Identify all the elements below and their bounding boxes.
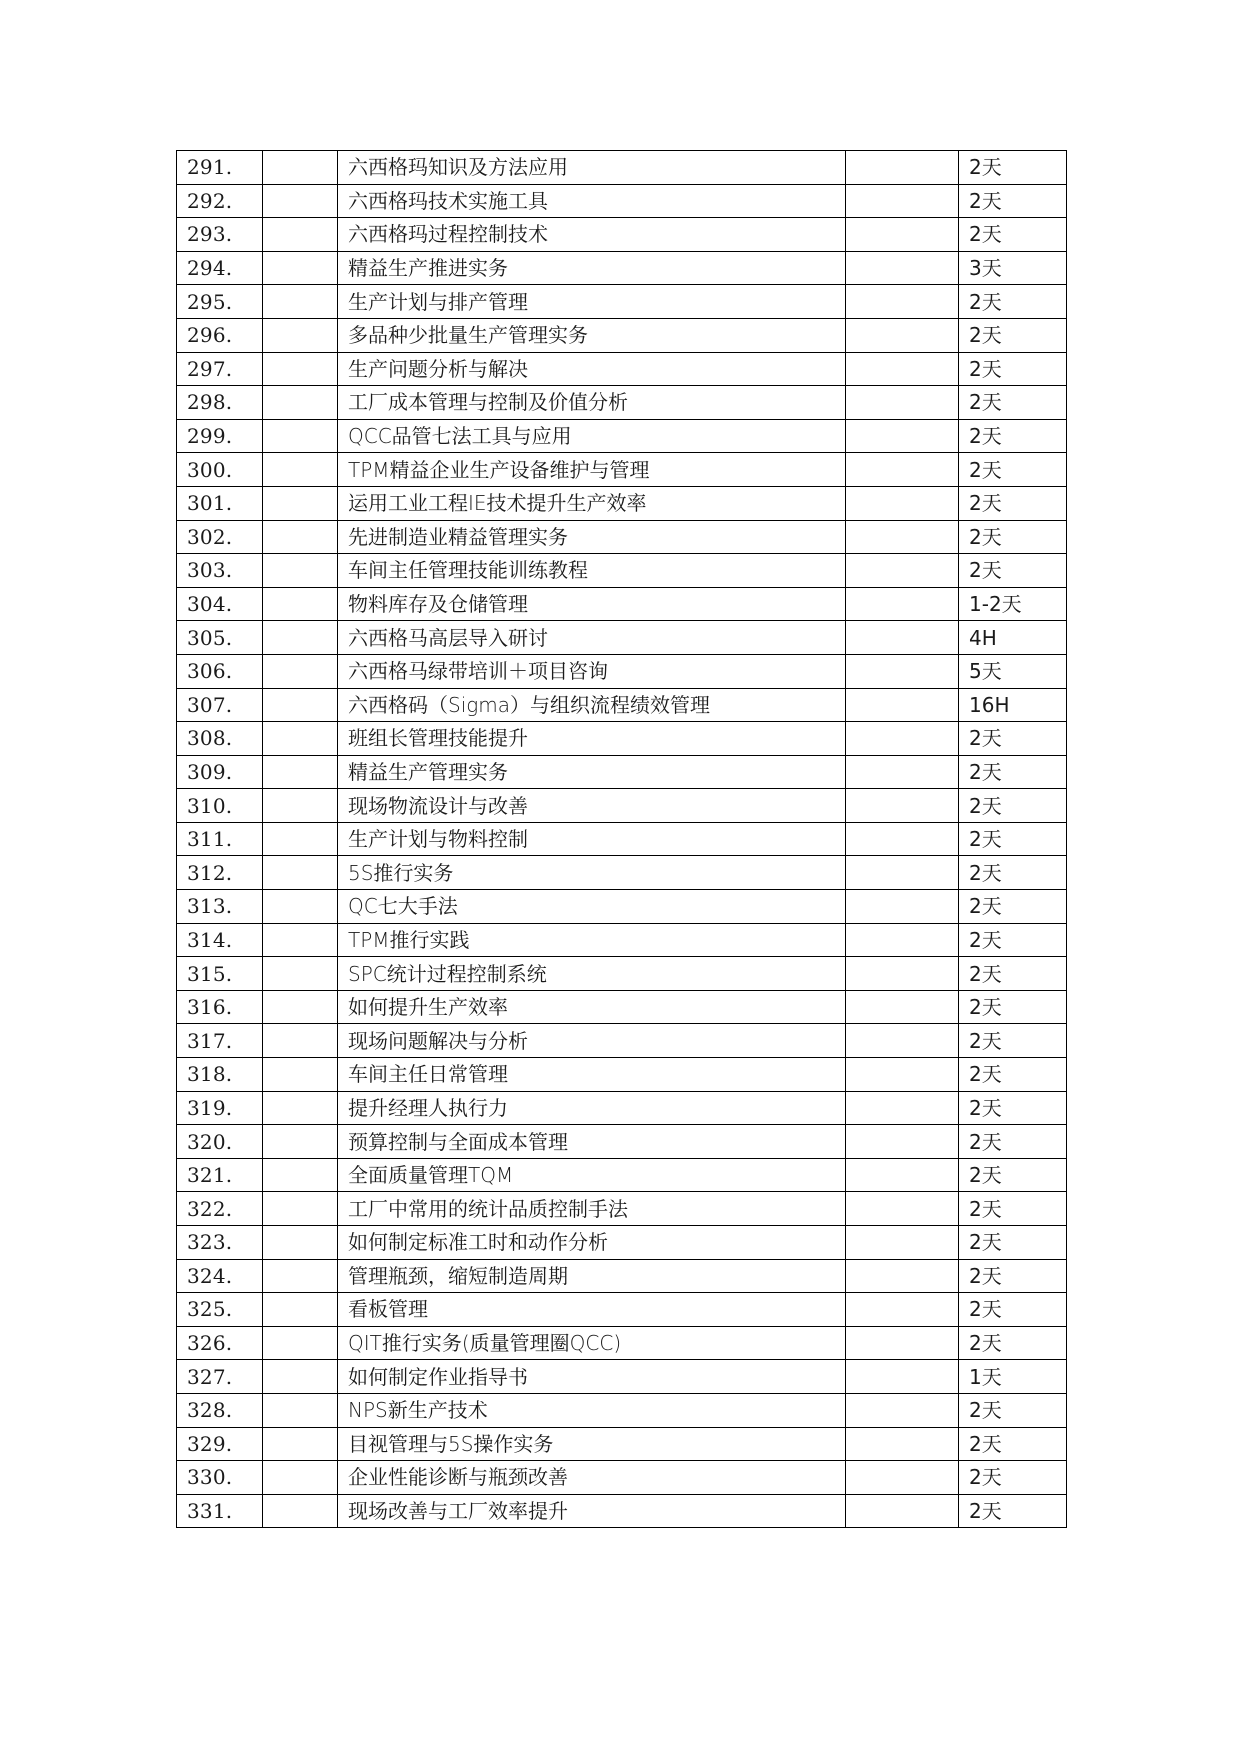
course-table-body [177, 151, 1067, 1528]
course-duration-cell: 2天 [959, 1259, 1067, 1293]
category-cell [263, 1058, 338, 1092]
course-duration-cell: 2天 [959, 722, 1067, 756]
course-title-cell: 精益生产推进实务 [338, 251, 846, 285]
table-row [177, 1461, 1067, 1495]
blank-cell [846, 688, 959, 722]
course-number-cell: 302. [177, 520, 263, 554]
category-cell [263, 386, 338, 420]
course-duration-cell: 2天 [959, 923, 1067, 957]
course-duration-cell: 2天 [959, 1326, 1067, 1360]
course-title-cell: 现场问题解决与分析 [338, 1024, 846, 1058]
course-title-cell: 如何提升生产效率 [338, 990, 846, 1024]
course-number-cell: 303. [177, 554, 263, 588]
category-cell [263, 755, 338, 789]
course-number-cell: 304. [177, 587, 263, 621]
course-title-cell: 看板管理 [338, 1293, 846, 1327]
category-cell [263, 1091, 338, 1125]
course-number-cell: 328. [177, 1393, 263, 1427]
course-number-cell: 293. [177, 218, 263, 252]
category-cell [263, 218, 338, 252]
blank-cell [846, 1226, 959, 1260]
table-row [177, 923, 1067, 957]
course-title-cell: 班组长管理技能提升 [338, 722, 846, 756]
course-title-cell: 车间主任日常管理 [338, 1058, 846, 1092]
blank-cell [846, 587, 959, 621]
course-title-cell: 六西格码（Sigma）与组织流程绩效管理 [338, 688, 846, 722]
table-row [177, 1024, 1067, 1058]
course-duration-cell: 2天 [959, 318, 1067, 352]
course-number-cell: 291. [177, 151, 263, 185]
course-number-cell: 292. [177, 184, 263, 218]
table-row [177, 1393, 1067, 1427]
category-cell [263, 856, 338, 890]
course-title-cell: 生产计划与物料控制 [338, 822, 846, 856]
table-row [177, 1293, 1067, 1327]
table-row [177, 1427, 1067, 1461]
course-title-cell: 车间主任管理技能训练教程 [338, 554, 846, 588]
course-duration-cell: 2天 [959, 184, 1067, 218]
course-title-cell: 生产问题分析与解决 [338, 352, 846, 386]
course-duration-cell: 2天 [959, 352, 1067, 386]
course-duration-cell: 2天 [959, 890, 1067, 924]
course-duration-cell: 2天 [959, 1024, 1067, 1058]
table-row [177, 184, 1067, 218]
table-row [177, 453, 1067, 487]
blank-cell [846, 554, 959, 588]
blank-cell [846, 453, 959, 487]
course-duration-cell: 2天 [959, 453, 1067, 487]
course-number-cell: 299. [177, 419, 263, 453]
course-number-cell: 309. [177, 755, 263, 789]
category-cell [263, 1494, 338, 1528]
course-duration-cell: 5天 [959, 654, 1067, 688]
blank-cell [846, 755, 959, 789]
course-number-cell: 307. [177, 688, 263, 722]
category-cell [263, 990, 338, 1024]
course-duration-cell: 2天 [959, 789, 1067, 823]
table-row [177, 1125, 1067, 1159]
course-number-cell: 305. [177, 621, 263, 655]
course-duration-cell: 2天 [959, 1125, 1067, 1159]
course-duration-cell: 2天 [959, 1158, 1067, 1192]
course-title-cell: 现场物流设计与改善 [338, 789, 846, 823]
category-cell [263, 1293, 338, 1327]
course-duration-cell: 2天 [959, 486, 1067, 520]
category-cell [263, 890, 338, 924]
blank-cell [846, 218, 959, 252]
course-duration-cell: 2天 [959, 386, 1067, 420]
category-cell [263, 419, 338, 453]
course-number-cell: 297. [177, 352, 263, 386]
category-cell [263, 184, 338, 218]
blank-cell [846, 352, 959, 386]
course-number-cell: 321. [177, 1158, 263, 1192]
course-number-cell: 306. [177, 654, 263, 688]
course-title-cell: TPM推行实践 [338, 923, 846, 957]
course-duration-cell: 2天 [959, 957, 1067, 991]
table-row [177, 1494, 1067, 1528]
category-cell [263, 1461, 338, 1495]
table-row [177, 218, 1067, 252]
course-duration-cell: 4H [959, 621, 1067, 655]
blank-cell [846, 1158, 959, 1192]
blank-cell [846, 1125, 959, 1159]
table-row [177, 957, 1067, 991]
blank-cell [846, 285, 959, 319]
blank-cell [846, 251, 959, 285]
category-cell [263, 1024, 338, 1058]
course-number-cell: 322. [177, 1192, 263, 1226]
blank-cell [846, 1326, 959, 1360]
course-duration-cell: 2天 [959, 1393, 1067, 1427]
course-number-cell: 319. [177, 1091, 263, 1125]
category-cell [263, 520, 338, 554]
course-number-cell: 312. [177, 856, 263, 890]
blank-cell [846, 654, 959, 688]
course-number-cell: 330. [177, 1461, 263, 1495]
course-title-cell: 如何制定作业指导书 [338, 1360, 846, 1394]
course-number-cell: 313. [177, 890, 263, 924]
course-duration-cell: 2天 [959, 1461, 1067, 1495]
course-title-cell: QC七大手法 [338, 890, 846, 924]
category-cell [263, 1192, 338, 1226]
course-duration-cell: 1天 [959, 1360, 1067, 1394]
table-row [177, 1058, 1067, 1092]
course-title-cell: 预算控制与全面成本管理 [338, 1125, 846, 1159]
course-title-cell: 六西格玛技术实施工具 [338, 184, 846, 218]
course-number-cell: 317. [177, 1024, 263, 1058]
course-title-cell: NPS新生产技术 [338, 1393, 846, 1427]
table-row [177, 1158, 1067, 1192]
course-duration-cell: 2天 [959, 1427, 1067, 1461]
course-number-cell: 318. [177, 1058, 263, 1092]
category-cell [263, 923, 338, 957]
course-number-cell: 296. [177, 318, 263, 352]
blank-cell [846, 184, 959, 218]
course-title-cell: 5S推行实务 [338, 856, 846, 890]
course-title-cell: 精益生产管理实务 [338, 755, 846, 789]
course-duration-cell: 2天 [959, 1494, 1067, 1528]
blank-cell [846, 1024, 959, 1058]
course-duration-cell: 2天 [959, 1192, 1067, 1226]
course-duration-cell: 2天 [959, 822, 1067, 856]
category-cell [263, 789, 338, 823]
course-duration-cell: 2天 [959, 1058, 1067, 1092]
category-cell [263, 1125, 338, 1159]
course-duration-cell: 2天 [959, 1226, 1067, 1260]
category-cell [263, 688, 338, 722]
category-cell [263, 1427, 338, 1461]
category-cell [263, 621, 338, 655]
category-cell [263, 453, 338, 487]
blank-cell [846, 957, 959, 991]
course-number-cell: 308. [177, 722, 263, 756]
course-duration-cell: 3天 [959, 251, 1067, 285]
course-title-cell: 管理瓶颈，缩短制造周期 [338, 1259, 846, 1293]
category-cell [263, 587, 338, 621]
course-number-cell: 298. [177, 386, 263, 420]
table-row [177, 1326, 1067, 1360]
table-row [177, 520, 1067, 554]
course-number-cell: 311. [177, 822, 263, 856]
course-number-cell: 324. [177, 1259, 263, 1293]
table-row [177, 151, 1067, 185]
table-row [177, 755, 1067, 789]
course-title-cell: 生产计划与排产管理 [338, 285, 846, 319]
course-title-cell: 工厂成本管理与控制及价值分析 [338, 386, 846, 420]
course-number-cell: 314. [177, 923, 263, 957]
category-cell [263, 822, 338, 856]
category-cell [263, 957, 338, 991]
table-row [177, 722, 1067, 756]
table-row [177, 386, 1067, 420]
blank-cell [846, 1091, 959, 1125]
course-duration-cell: 2天 [959, 1091, 1067, 1125]
course-duration-cell: 2天 [959, 285, 1067, 319]
course-title-cell: 目视管理与5S操作实务 [338, 1427, 846, 1461]
course-number-cell: 331. [177, 1494, 263, 1528]
table-row [177, 251, 1067, 285]
table-row [177, 1226, 1067, 1260]
course-number-cell: 327. [177, 1360, 263, 1394]
course-number-cell: 320. [177, 1125, 263, 1159]
blank-cell [846, 621, 959, 655]
blank-cell [846, 486, 959, 520]
table-row [177, 285, 1067, 319]
course-duration-cell: 16H [959, 688, 1067, 722]
blank-cell [846, 822, 959, 856]
table-row [177, 554, 1067, 588]
course-duration-cell: 2天 [959, 554, 1067, 588]
table-row [177, 890, 1067, 924]
blank-cell [846, 890, 959, 924]
blank-cell [846, 923, 959, 957]
course-title-cell: 物料库存及仓储管理 [338, 587, 846, 621]
category-cell [263, 1393, 338, 1427]
table-row [177, 1259, 1067, 1293]
course-number-cell: 310. [177, 789, 263, 823]
course-number-cell: 316. [177, 990, 263, 1024]
course-number-cell: 325. [177, 1293, 263, 1327]
course-duration-cell: 2天 [959, 218, 1067, 252]
course-number-cell: 315. [177, 957, 263, 991]
blank-cell [846, 722, 959, 756]
course-title-cell: SPC统计过程控制系统 [338, 957, 846, 991]
course-title-cell: QCC品管七法工具与应用 [338, 419, 846, 453]
table-row [177, 419, 1067, 453]
blank-cell [846, 1058, 959, 1092]
course-title-cell: 企业性能诊断与瓶颈改善 [338, 1461, 846, 1495]
category-cell [263, 1326, 338, 1360]
course-number-cell: 295. [177, 285, 263, 319]
table-row [177, 856, 1067, 890]
course-title-cell: 运用工业工程IE技术提升生产效率 [338, 486, 846, 520]
category-cell [263, 1158, 338, 1192]
table-row [177, 587, 1067, 621]
course-number-cell: 329. [177, 1427, 263, 1461]
course-title-cell: 六西格马高层导入研讨 [338, 621, 846, 655]
course-number-cell: 326. [177, 1326, 263, 1360]
table-row [177, 352, 1067, 386]
category-cell [263, 1360, 338, 1394]
blank-cell [846, 856, 959, 890]
blank-cell [846, 1360, 959, 1394]
course-title-cell: 如何制定标准工时和动作分析 [338, 1226, 846, 1260]
course-table [176, 150, 1067, 1528]
course-number-cell: 300. [177, 453, 263, 487]
course-title-cell: 现场改善与工厂效率提升 [338, 1494, 846, 1528]
course-duration-cell: 2天 [959, 520, 1067, 554]
category-cell [263, 1259, 338, 1293]
category-cell [263, 251, 338, 285]
blank-cell [846, 419, 959, 453]
blank-cell [846, 318, 959, 352]
table-row [177, 654, 1067, 688]
course-duration-cell: 2天 [959, 856, 1067, 890]
course-number-cell: 301. [177, 486, 263, 520]
blank-cell [846, 789, 959, 823]
table-row [177, 1192, 1067, 1226]
table-row [177, 822, 1067, 856]
course-duration-cell: 2天 [959, 1293, 1067, 1327]
blank-cell [846, 151, 959, 185]
course-title-cell: QIT推行实务(质量管理圈QCC) [338, 1326, 846, 1360]
course-title-cell: 工厂中常用的统计品质控制手法 [338, 1192, 846, 1226]
course-title-cell: TPM精益企业生产设备维护与管理 [338, 453, 846, 487]
table-row [177, 789, 1067, 823]
course-title-cell: 六西格玛过程控制技术 [338, 218, 846, 252]
blank-cell [846, 1427, 959, 1461]
category-cell [263, 151, 338, 185]
course-title-cell: 多品种少批量生产管理实务 [338, 318, 846, 352]
category-cell [263, 352, 338, 386]
course-title-cell: 六西格马绿带培训＋项目咨询 [338, 654, 846, 688]
category-cell [263, 722, 338, 756]
table-row [177, 486, 1067, 520]
table-row [177, 318, 1067, 352]
blank-cell [846, 1192, 959, 1226]
blank-cell [846, 1259, 959, 1293]
course-title-cell: 提升经理人执行力 [338, 1091, 846, 1125]
category-cell [263, 285, 338, 319]
course-number-cell: 294. [177, 251, 263, 285]
course-title-cell: 全面质量管理TQM [338, 1158, 846, 1192]
table-row [177, 990, 1067, 1024]
category-cell [263, 554, 338, 588]
course-duration-cell: 2天 [959, 990, 1067, 1024]
category-cell [263, 654, 338, 688]
table-row [177, 1091, 1067, 1125]
blank-cell [846, 990, 959, 1024]
course-duration-cell: 2天 [959, 151, 1067, 185]
category-cell [263, 1226, 338, 1260]
table-row [177, 688, 1067, 722]
course-duration-cell: 2天 [959, 419, 1067, 453]
blank-cell [846, 386, 959, 420]
course-title-cell: 六西格玛知识及方法应用 [338, 151, 846, 185]
blank-cell [846, 520, 959, 554]
blank-cell [846, 1293, 959, 1327]
table-row [177, 621, 1067, 655]
blank-cell [846, 1461, 959, 1495]
category-cell [263, 318, 338, 352]
blank-cell [846, 1393, 959, 1427]
table-row [177, 1360, 1067, 1394]
course-title-cell: 先进制造业精益管理实务 [338, 520, 846, 554]
category-cell [263, 486, 338, 520]
course-duration-cell: 2天 [959, 755, 1067, 789]
course-duration-cell: 1-2天 [959, 587, 1067, 621]
course-number-cell: 323. [177, 1226, 263, 1260]
blank-cell [846, 1494, 959, 1528]
